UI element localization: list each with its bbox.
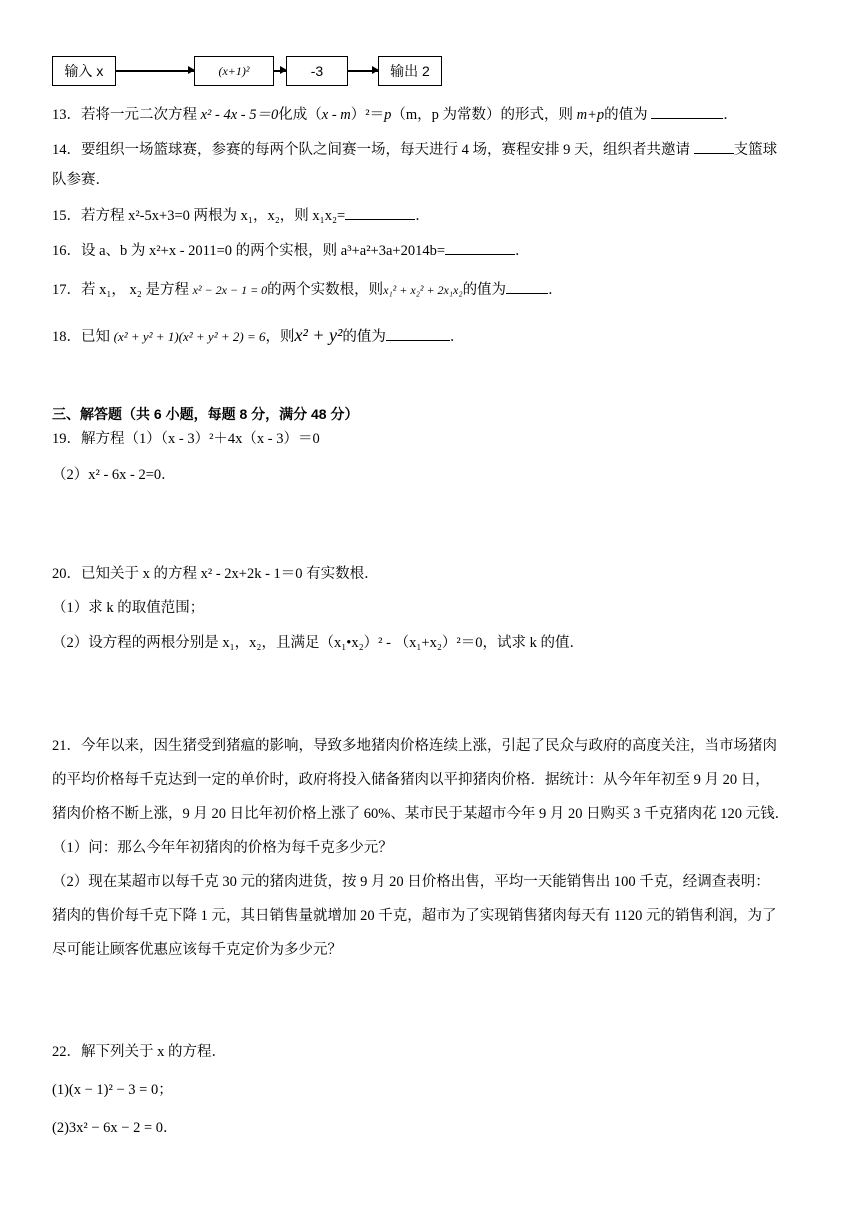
question-17: 17．若 x₁， x₂ 是方程 x² − 2x − 1 = 0的两个实数根，则x₁² + x₂² + 2x₁x₂的值为 ．	[52, 279, 563, 301]
question-21-line1: 21．今年以来，因生猪受到猪瘟的影响，导致多地猪肉价格连续上涨，引起了民众与政府的高度关注，当市场猪肉	[52, 738, 777, 754]
answer-blank[interactable]	[345, 205, 415, 220]
answer-blank[interactable]	[506, 279, 548, 294]
question-15: 15．若方程 x²-5x+3=0 两根为 x₁，x₂，则 x₁x₂= ．	[52, 205, 430, 227]
question-21-line3: 猪肉价格不断上涨，9 月 20 日比年初价格上涨了 60%、某市民于某超市今年 9 月 20 日购买 3 千克猪肉花 120 元钱．	[52, 806, 790, 822]
question-21-part2-line3: 尽可能让顾客优惠应该每千克定价为多少元？	[52, 942, 342, 958]
question-20-part2: （2）设方程的两根分别是 x₁，x₂，且满足（x₁•x₂）² - （x₁+x₂）²＝0，试求 k 的值．	[52, 635, 584, 651]
question-14-line2: 队参赛．	[52, 172, 110, 188]
flow-box-square: (x+1)²	[194, 56, 274, 86]
question-13: 13．若将一元二次方程 x² - 4x - 5＝0化成（x - m）²＝p（m，p 为常数）的形式，则 m+p的值为 ．	[52, 104, 738, 126]
question-14: 14．要组织一场篮球赛，参赛的每两个队之间赛一场，每天进行 4 场，赛程安排 9 天，组织者共邀请 支篮球	[52, 139, 777, 161]
answer-blank[interactable]	[651, 104, 723, 119]
question-20: 20．已知关于 x 的方程 x² - 2x+2k - 1＝0 有实数根．	[52, 566, 379, 582]
question-20-part1: （1）求 k 的取值范围；	[52, 600, 205, 616]
question-21-line2: 的平均价格每千克达到一定的单价时，政府将投入储备猪肉以平抑猪肉价格．据统计：从今年年初至 9 月 20 日，	[52, 772, 770, 788]
question-22: 22．解下列关于 x 的方程．	[52, 1044, 226, 1060]
question-21-part2-line2: 猪肉的售价每千克下降 1 元，其日销售量就增加 20 千克，超市为了实现销售猪肉每天有 1120 元的销售利润，为了	[52, 908, 777, 924]
answer-blank[interactable]	[386, 326, 450, 341]
question-21-part1: （1）问：那么今年年初猪肉的价格为每千克多少元？	[52, 840, 393, 856]
question-21-part2-line1: （2）现在某超市以每千克 30 元的猪肉进货，按 9 月 20 日价格出售，平均一天能销售出 100 千克，经调查表明：	[52, 874, 770, 890]
answer-blank[interactable]	[445, 240, 515, 255]
question-18: 18．已知 (x² + y² + 1)(x² + y² + 2) = 6，则x² + y²的值为 ．	[52, 325, 465, 345]
question-19-part2: （2）x² - 6x - 2=0．	[52, 467, 176, 483]
flow-box-input: 输入 x	[52, 56, 116, 86]
flow-arrow-1	[116, 70, 194, 72]
flow-arrow-3	[348, 70, 378, 72]
flow-box-output: 输出 2	[378, 56, 442, 86]
question-19: 19．解方程（1）（x - 3）²＋4x（x - 3）＝0	[52, 431, 320, 447]
question-22-part2: (2)3x² − 6x − 2 = 0．	[52, 1120, 178, 1136]
flow-arrow-2	[274, 70, 286, 72]
section-heading: 三、解答题（共 6 小题，每题 8 分，满分 48 分）	[52, 406, 359, 422]
flow-box-minus3: -3	[286, 56, 348, 86]
question-22-part1: (1)(x − 1)² − 3 = 0；	[52, 1082, 173, 1098]
question-16: 16．设 a、b 为 x²+x - 2011=0 的两个实根，则 a³+a²+3a+2014b= ．	[52, 240, 530, 262]
answer-blank[interactable]	[694, 139, 734, 154]
